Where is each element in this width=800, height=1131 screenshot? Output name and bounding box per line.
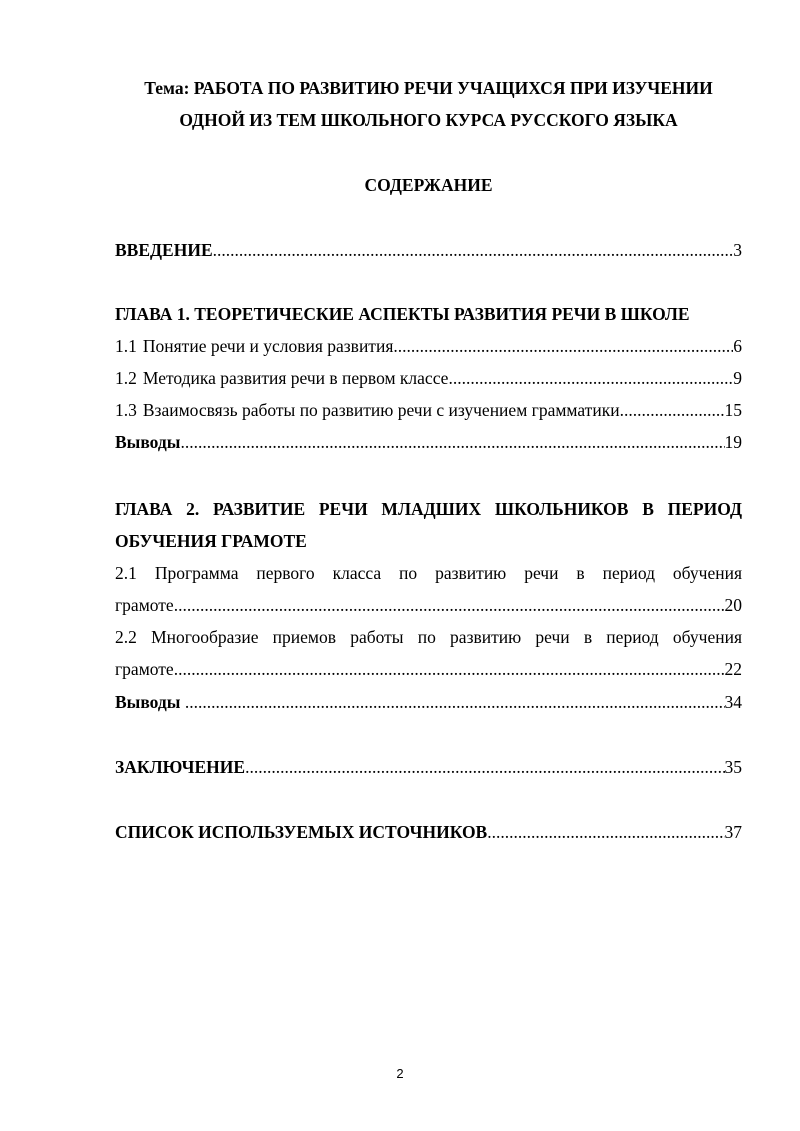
- toc-leader: [174, 653, 725, 685]
- toc-leader: [487, 816, 724, 848]
- toc-leader: [245, 751, 724, 783]
- toc-page: 37: [724, 822, 742, 842]
- toc-entry-2-1-line-1: [115, 557, 742, 589]
- toc-page: 15: [724, 400, 742, 420]
- title-text-1: РАБОТА ПО РАЗВИТИЮ РЕЧИ УЧАЩИХСЯ ПРИ ИЗУЧЕНИИ: [193, 78, 713, 98]
- toc-entry-intro: [115, 234, 742, 266]
- toc-entry-2-2-line-2: [115, 653, 742, 685]
- toc-label: СПИСОК ИСПОЛЬЗУЕМЫХ ИСТОЧНИКОВ: [115, 822, 488, 842]
- toc-label: Выводы: [115, 432, 181, 452]
- toc-entry-1-conclusions: [115, 426, 742, 458]
- title-line-2: [115, 104, 742, 136]
- toc-leader: [180, 426, 724, 458]
- toc-leader: [213, 234, 734, 266]
- toc-label: ЗАКЛЮЧЕНИЕ: [115, 757, 246, 777]
- toc-page: 9: [733, 368, 742, 388]
- page-number: 2: [396, 1066, 404, 1081]
- toc-page: 3: [733, 240, 742, 260]
- toc-entry-2-conclusions: [115, 686, 742, 718]
- toc-label: Выводы: [115, 692, 185, 712]
- toc-entry-1-2: [115, 362, 742, 394]
- toc-leader: [620, 394, 725, 426]
- toc-number: 1.2: [115, 368, 137, 388]
- toc-page: 34: [724, 692, 742, 712]
- toc-label: ВВЕДЕНИЕ: [115, 240, 213, 260]
- toc-entry-sources: [115, 816, 742, 848]
- chapter-2-title-line-2: ОБУЧЕНИЯ ГРАМОТЕ: [115, 531, 307, 551]
- toc-entry-conclusion: [115, 751, 742, 783]
- title-line-1: [115, 72, 742, 104]
- toc-page: 6: [733, 336, 742, 356]
- toc-leader: [393, 330, 733, 362]
- toc-number: 2.1: [115, 563, 137, 583]
- toc-leader: [448, 362, 733, 394]
- toc-page: 22: [724, 659, 742, 679]
- toc-page: 35: [724, 757, 742, 777]
- toc-entry-1-3: [115, 394, 742, 426]
- chapter-1-title: ГЛАВА 1. ТЕОРЕТИЧЕСКИЕ АСПЕКТЫ РАЗВИТИЯ РЕЧИ В ШКОЛЕ: [115, 304, 690, 324]
- toc-entry-1-1: [115, 330, 742, 362]
- document-page: [115, 0, 742, 1131]
- toc-label: Программа первого класса по развитию речи в период обучения: [154, 563, 743, 583]
- toc-number: 2.2: [115, 627, 137, 647]
- contents-heading: СОДЕРЖАНИЕ: [364, 175, 493, 195]
- toc-entry-2-2-line-1: [115, 621, 742, 653]
- toc-page: 20: [724, 595, 742, 615]
- toc-number: 1.3: [115, 400, 137, 420]
- chapter-2-title-line-1: ГЛАВА 2. РАЗВИТИЕ РЕЧИ МЛАДШИХ ШКОЛЬНИКОВ В ПЕРИОД: [115, 499, 742, 519]
- title-prefix: Тема:: [144, 78, 194, 98]
- title-text-2: ОДНОЙ ИЗ ТЕМ ШКОЛЬНОГО КУРСА РУССКОГО ЯЗЫКА: [179, 110, 678, 130]
- toc-label-cont: грамоте: [115, 595, 174, 615]
- toc-label-cont: грамоте: [115, 659, 174, 679]
- toc-leader: [185, 686, 725, 718]
- toc-leader: [174, 589, 725, 621]
- toc-label: Методика развития речи в первом классе: [142, 368, 449, 388]
- toc-entry-2-1-line-2: [115, 589, 742, 621]
- document-title: [115, 72, 742, 136]
- toc-label: Понятие речи и условия развития: [142, 336, 394, 356]
- toc-label: Взаимосвязь работы по развитию речи с изучением грамматики: [142, 400, 620, 420]
- toc-page: 19: [724, 432, 742, 452]
- toc-number: 1.1: [115, 336, 137, 356]
- toc-label: Многообразие приемов работы по развитию речи в период обучения: [151, 627, 742, 647]
